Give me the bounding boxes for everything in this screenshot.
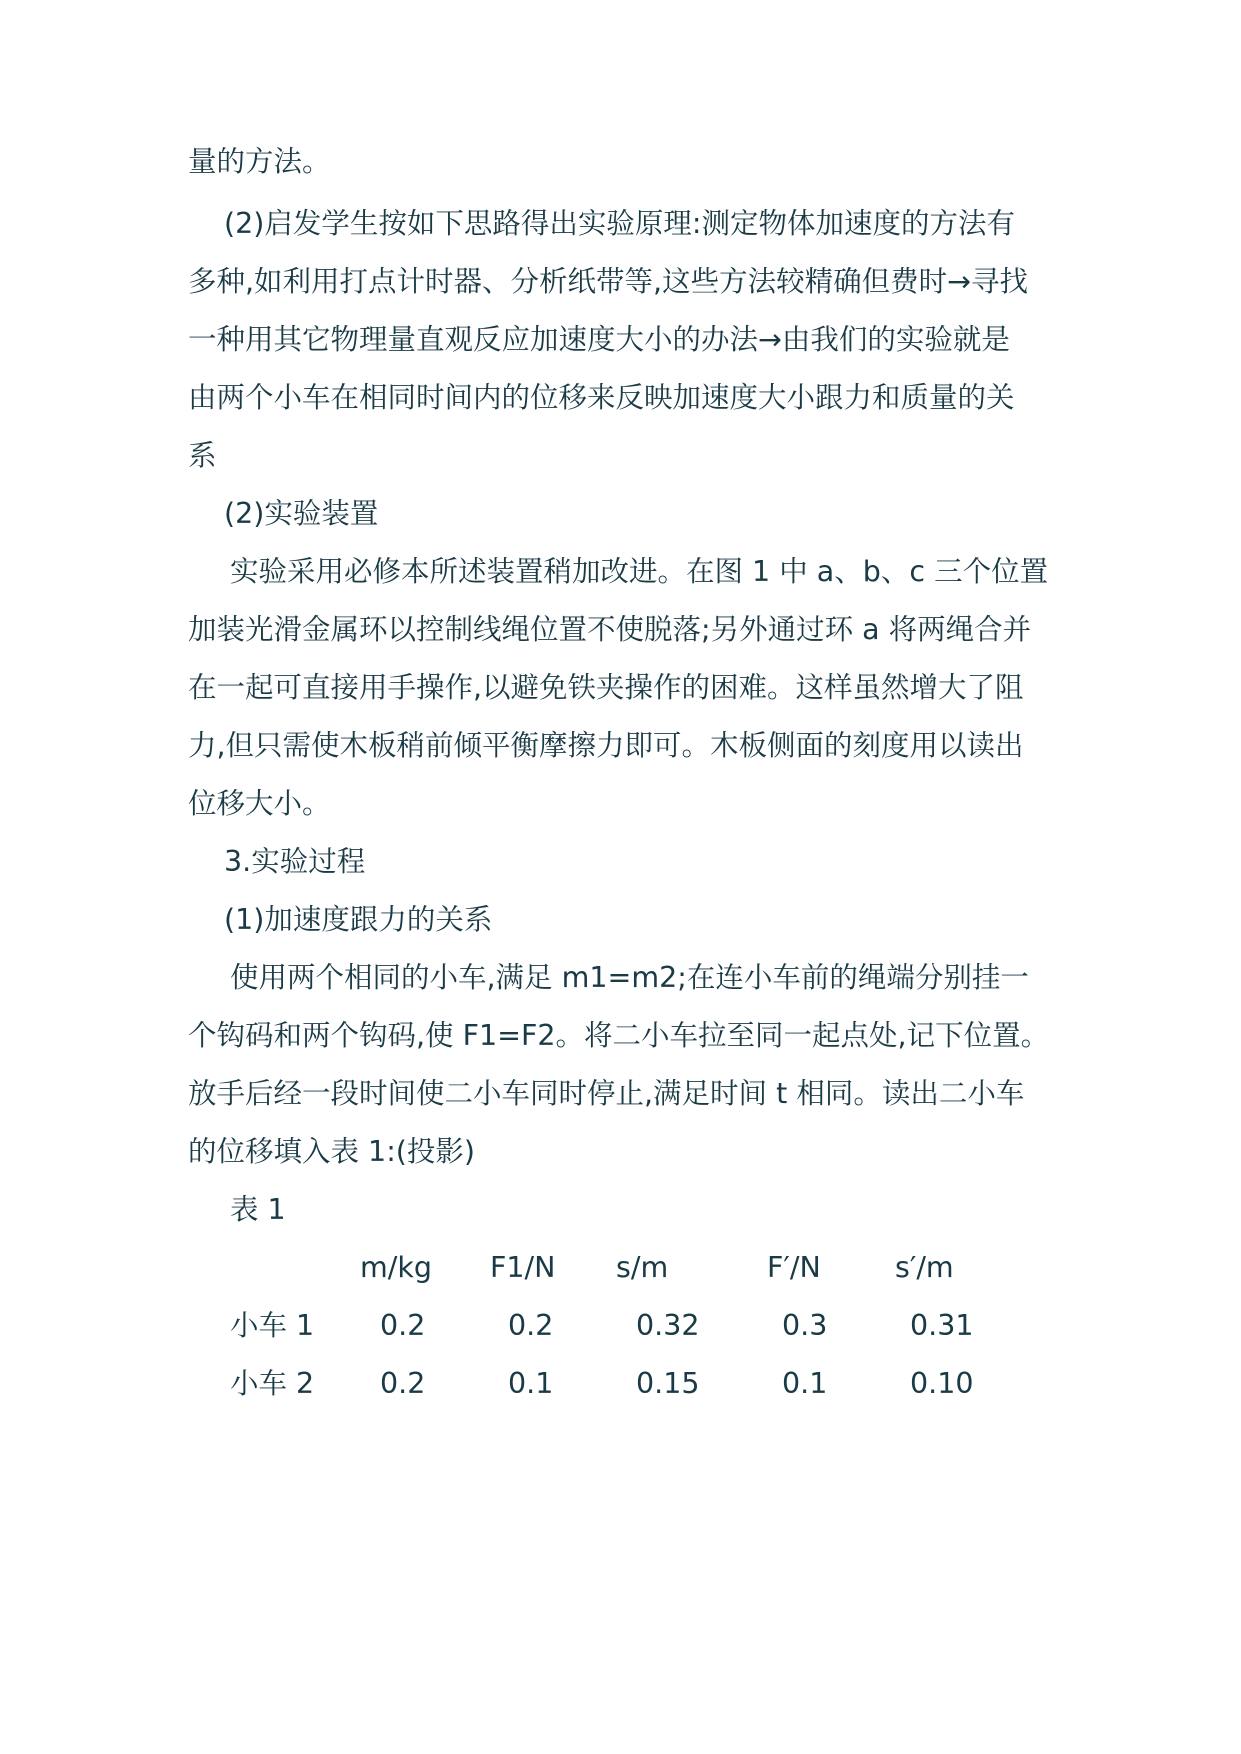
text-line: 系 <box>188 439 217 472</box>
section-heading: 3.实验过程 <box>224 845 366 878</box>
table-cell: 0.2 <box>380 1367 426 1400</box>
text-line: (2)启发学生按如下思路得出实验原理:测定物体加速度的方法有 <box>224 207 1015 240</box>
text-line: 个钩码和两个钩码,使 F1=F2。将二小车拉至同一起点处,记下位置。 <box>188 1019 1050 1052</box>
table-cell: 0.1 <box>508 1367 554 1400</box>
table-header-cell: m/kg <box>360 1251 432 1284</box>
table-cell: 0.2 <box>380 1309 426 1342</box>
table-cell: 0.1 <box>782 1367 828 1400</box>
table-cell: 0.32 <box>636 1309 700 1342</box>
table-header-cell: F′/N <box>767 1251 821 1284</box>
table-row-label: 小车 2 <box>230 1367 315 1400</box>
table-header-cell: s′/m <box>895 1251 954 1284</box>
text-line: 一种用其它物理量直观反应加速度大小的办法→由我们的实验就是 <box>188 323 1010 356</box>
table-row-label: 小车 1 <box>230 1309 315 1342</box>
table-cell: 0.10 <box>910 1367 974 1400</box>
table-header-cell: F1/N <box>490 1251 556 1284</box>
table-cell: 0.2 <box>508 1309 554 1342</box>
text-line: 放手后经一段时间使二小车同时停止,满足时间 t 相同。读出二小车 <box>188 1077 1025 1110</box>
section-heading: (2)实验装置 <box>224 497 379 530</box>
table-cell: 0.3 <box>782 1309 828 1342</box>
text-line: 在一起可直接用手操作,以避免铁夹操作的困难。这样虽然增大了阻 <box>188 671 1024 704</box>
section-heading: (1)加速度跟力的关系 <box>224 903 493 936</box>
text-line: 的位移填入表 1:(投影) <box>188 1135 476 1168</box>
text-line: 加装光滑金属环以控制线绳位置不使脱落;另外通过环 a 将两绳合并 <box>188 613 1032 646</box>
text-line: 由两个小车在相同时间内的位移来反映加速度大小跟力和质量的关 <box>188 381 1015 414</box>
table-cell: 0.15 <box>636 1367 700 1400</box>
text-line: 位移大小。 <box>188 787 331 820</box>
table-header-cell: s/m <box>616 1251 669 1284</box>
text-line: 力,但只需使木板稍前倾平衡摩擦力即可。木板侧面的刻度用以读出 <box>188 729 1024 762</box>
text-line: 实验采用必修本所述装置稍加改进。在图 1 中 a、b、c 三个位置 <box>230 555 1049 588</box>
text-line: 多种,如利用打点计时器、分析纸带等,这些方法较精确但费时→寻找 <box>188 265 1029 298</box>
table-caption: 表 1 <box>230 1193 286 1226</box>
text-line: 使用两个相同的小车,满足 m1=m2;在连小车前的绳端分别挂一 <box>230 961 1029 994</box>
table-cell: 0.31 <box>910 1309 974 1342</box>
text-line: 量的方法。 <box>188 145 331 178</box>
